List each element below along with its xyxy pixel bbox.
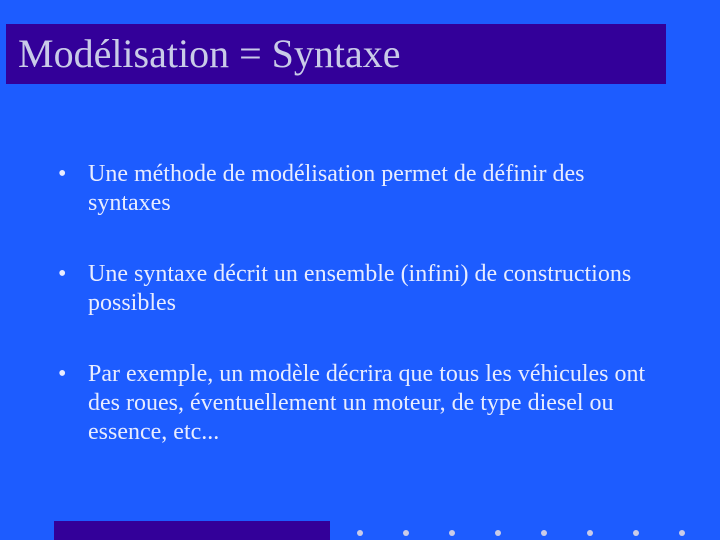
footer-decoration-bar [54, 521, 330, 540]
footer-decoration-dot [633, 530, 639, 536]
bullet-text: Une syntaxe décrit un ensemble (infini) de constructions possibles [88, 261, 632, 316]
bullet-icon: • [58, 361, 67, 387]
bullet-item [58, 360, 658, 447]
bullet-icon: • [58, 261, 67, 287]
footer-decoration-dot [587, 530, 593, 536]
footer-decoration-dot [495, 530, 501, 536]
footer-decoration-dot [357, 530, 363, 536]
bullet-text: Par exemple, un modèle décrira que tous les véhicules ont des roues, éventuellement un moteur, de type diesel ou essence, etc... [88, 361, 646, 445]
footer-decoration-dot [679, 530, 685, 536]
footer-decoration-dot [403, 530, 409, 536]
slide-title: Modélisation = Syntaxe [18, 31, 401, 76]
bullet-icon: • [58, 161, 67, 187]
bullet-item [58, 160, 658, 218]
bullet-text: Une méthode de modélisation permet de définir des syntaxes [88, 161, 585, 216]
footer-decoration-dot [449, 530, 455, 536]
bullet-list [58, 160, 658, 447]
bullet-item [58, 260, 658, 318]
slide-title-bar [6, 24, 666, 84]
footer-decoration-dot [541, 530, 547, 536]
